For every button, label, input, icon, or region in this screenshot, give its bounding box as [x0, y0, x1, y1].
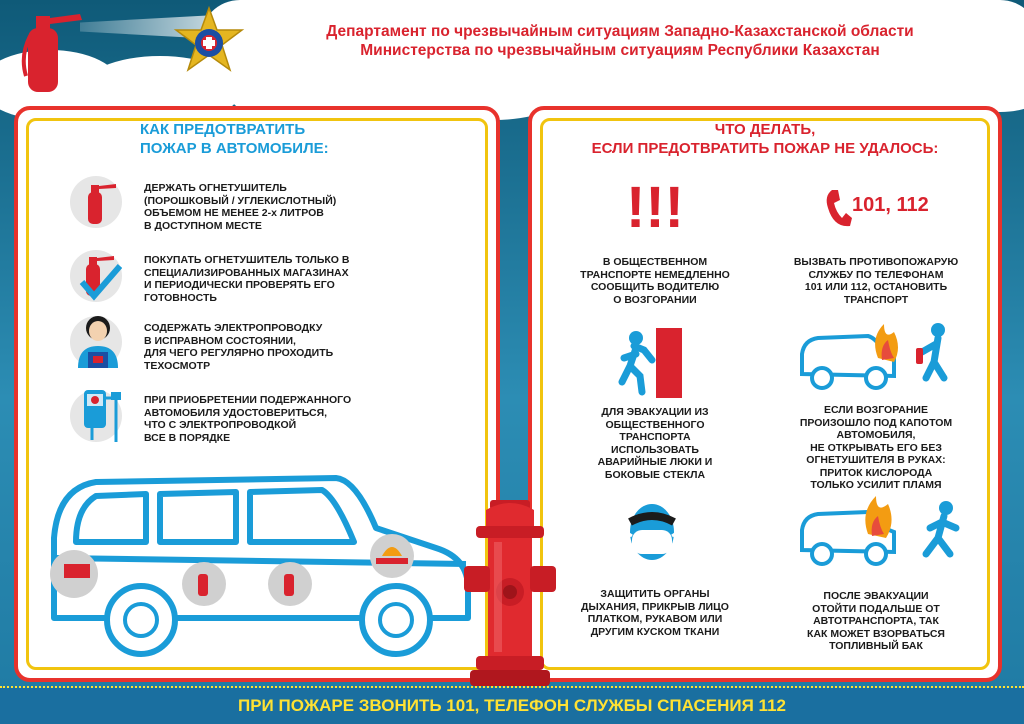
tip-text: ПОКУПАТЬ ОГНЕТУШИТЕЛЬ ТОЛЬКО В СПЕЦИАЛИЗИРОВАННЫХ МАГАЗИНАХ И ПЕРИОДИЧЕСКИ ПРОВЕРЯТЬ ЕГО ГОТОВНОСТЬ: [144, 254, 350, 304]
alarm-exclamation: !!!: [626, 175, 684, 240]
car-fire-evacuation-icon: [798, 492, 968, 570]
tip-text: ПРИ ПРИОБРЕТЕНИИ ПОДЕРЖАННОГО АВТОМОБИЛЯ УДОСТОВЕРИТЬСЯ, ЧТО С ЭЛЕКТРОПРОВОДКОЙ ВСЕ В ПОРЯДКЕ: [144, 394, 352, 444]
car-fire-extinguisher-icon: [798, 318, 958, 396]
step-text: ПОСЛЕ ЭВАКУАЦИИ ОТОЙТИ ПОДАЛЬШЕ ОТ АВТОТРАНСПОРТА, ТАК КАК МОЖЕТ ВЗОРВАТЬСЯ ТОПЛИВНЫЙ БАК: [807, 590, 945, 652]
header-line2: Министерства по чрезвычайным ситуациям Республики Казахстан: [360, 42, 880, 59]
emergency-exit-icon: [614, 326, 694, 400]
step-text: ЕСЛИ ВОЗГОРАНИЕ ПРОИЗОШЛО ПОД КАПОТОМ АВТОМОБИЛЯ, НЕ ОТКРЫВАТЬ ЕГО БЕЗ ОГНЕТУШИТЕЛЯ В РУКАХ: ПРИТОК КИСЛОРОДА ТОЛЬКО УСИЛИТ ПЛАМЯ: [799, 404, 953, 491]
fire-extinguisher-icon: [80, 180, 120, 226]
step-text: ЗАЩИТИТЬ ОРГАНЫ ДЫХАНИЯ, ПРИКРЫВ ЛИЦО ПЛАТКОМ, РУКАВОМ ИЛИ ДРУГИМ КУСКОМ ТКАНИ: [581, 588, 729, 638]
phone-icon: [824, 188, 852, 228]
footer-hotline: ПРИ ПОЖАРЕ ЗВОНИТЬ 101, ТЕЛЕФОН СЛУЖБЫ СПАСЕНИЯ 112: [238, 696, 786, 715]
prevention-heading: КАК ПРЕДОТВРАТИТЬ ПОЖАР В АВТОМОБИЛЕ:: [140, 121, 329, 157]
tip-text: СОДЕРЖАТЬ ЭЛЕКТРОПРОВОДКУ В ИСПРАВНОМ СОСТОЯНИИ, ДЛЯ ЧЕГО РЕГУЛЯРНО ПРОХОДИТЬ ТЕХОСМОТР: [144, 322, 334, 372]
tip-text: ДЕРЖАТЬ ОГНЕТУШИТЕЛЬ (ПОРОШКОВЫЙ / УГЛЕКИСЛОТНЫЙ) ОБЪЕМОМ НЕ МЕНЕЕ 2-х ЛИТРОВ В ДОСТУПНОМ МЕСТЕ: [144, 182, 337, 232]
diagnostics-icon: [78, 384, 124, 444]
fire-hydrant-illustration: [460, 496, 560, 692]
footer-divider: [0, 686, 1024, 690]
extinguisher-check-icon: [78, 252, 122, 302]
step-text: ВЫЗВАТЬ ПРОТИВОПОЖАРУЮ СЛУЖБУ ПО ТЕЛЕФОНАМ 101 ИЛИ 112, ОСТАНОВИТЬ ТРАНСПОРТ: [793, 256, 959, 306]
step-text: В ОБЩЕСТВЕННОМ ТРАНСПОРТЕ НЕМЕДЛЕННО СООБЩИТЬ ВОДИТЕЛЮ О ВОЗГОРАНИИ: [580, 256, 730, 306]
phone-numbers: 101, 112: [852, 194, 929, 216]
header-title: [240, 22, 1000, 60]
emergency-ministry-emblem: [172, 6, 246, 80]
header-line1: Департамент по чрезвычайным ситуациям Западно-Казахстанской области: [326, 23, 914, 40]
emergency-heading: ЧТО ДЕЛАТЬ, ЕСЛИ ПРЕДОТВРАТИТЬ ПОЖАР НЕ УДАЛОСЬ:: [591, 121, 939, 157]
face-mask-icon: [624, 500, 680, 566]
suv-illustration: [36, 468, 476, 668]
mechanic-icon: [74, 312, 122, 370]
fire-extinguisher-icon: [20, 6, 90, 96]
step-text: ДЛЯ ЭВАКУАЦИИ ИЗ ОБЩЕСТВЕННОГО ТРАНСПОРТА ИСПОЛЬЗОВАТЬ АВАРИЙНЫЕ ЛЮКИ И БОКОВЫЕ СТЕКЛА: [597, 406, 713, 481]
